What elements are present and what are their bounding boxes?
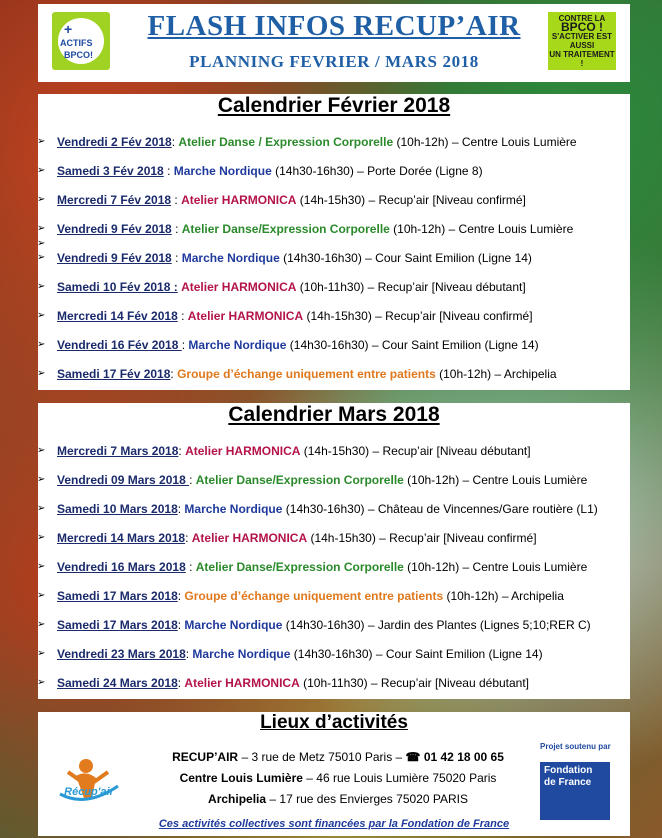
location-recupair-name: RECUP’AIR — [172, 750, 239, 764]
event-details: (10h-11h30) – Recup’air [Niveau débutant] — [296, 280, 526, 294]
event-separator: : — [181, 338, 189, 352]
event-date: Samedi 17 Mars 2018 — [57, 618, 178, 632]
event-item — [38, 499, 638, 528]
event-activity: Atelier Danse/Expression Corporelle — [195, 560, 404, 574]
bullet-arrow-icon: ➢ — [37, 165, 46, 176]
event-date: Vendredi 16 Fév 2018 — [57, 338, 182, 352]
event-activity: Marche Nordique — [173, 164, 272, 178]
event-activity: Atelier HARMONICA — [191, 531, 308, 545]
march-event-list — [38, 441, 638, 702]
event-details: (14h-15h30) – Recup’air [Niveau confirmé] — [307, 531, 537, 545]
event-item — [38, 615, 638, 644]
bullet-arrow-icon: ➢ — [37, 223, 46, 234]
event-activity: Atelier Danse / Expression Corporelle — [178, 135, 394, 149]
funding-footer: Ces activités collectives sont financées par la Fondation de France — [158, 818, 510, 830]
event-details: (14h30-16h30) – Porte Dorée (Ligne 8) — [271, 164, 483, 178]
bullet-arrow-icon: ➢ — [37, 503, 46, 514]
svg-text:ACTIFS: ACTIFS — [60, 38, 93, 48]
event-item — [38, 277, 638, 306]
event-activity: Marche Nordique — [188, 338, 287, 352]
event-activity: Atelier Danse/Expression Corporelle — [181, 222, 390, 236]
event-date: Mercredi 7 Mars 2018 — [57, 444, 179, 458]
event-separator: : — [185, 560, 196, 574]
event-activity: Atelier HARMONICA — [181, 193, 297, 207]
event-activity: Marche Nordique — [184, 618, 283, 632]
event-details: (14h-15h30) – Recup’air [Niveau confirmé] — [303, 309, 533, 323]
event-date: Samedi 17 Fév 2018 — [57, 367, 171, 381]
location-archipelia-address: – 17 rue des Envierges 75020 PARIS — [266, 792, 468, 806]
event-date: Vendredi 9 Fév 2018 — [57, 222, 172, 236]
event-activity: Atelier HARMONICA — [181, 280, 297, 294]
bullet-arrow-icon: ➢ — [37, 339, 46, 350]
event-date: Vendredi 16 Mars 2018 — [57, 560, 186, 574]
location-louis-lumiere-name: Centre Louis Lumière — [179, 771, 303, 785]
event-details: (14h30-16h30) – Château de Vincennes/Gare routière (L1) — [282, 502, 598, 516]
event-date: Samedi 3 Fév 2018 — [57, 164, 164, 178]
event-separator: : — [189, 473, 196, 487]
bullet-arrow-icon: ➢ — [37, 561, 46, 572]
event-details: (10h-12h) – Archipelia — [443, 589, 564, 603]
event-date: Samedi 10 Mars 2018 — [57, 502, 178, 516]
event-item — [38, 441, 638, 470]
event-date: Mercredi 7 Fév 2018 — [57, 193, 172, 207]
event-item — [38, 132, 638, 161]
event-item — [38, 190, 638, 219]
bullet-arrow-icon: ➢ — [37, 136, 46, 147]
event-details: (10h-11h30) – Recup’air [Niveau débutant] — [299, 676, 530, 690]
logo-right-line4: UN TRAITEMENT ! — [549, 50, 615, 68]
march-title: Calendrier Mars 2018 — [228, 403, 440, 426]
logo-right-line3: S'ACTIVER EST AUSSI — [551, 32, 613, 50]
event-activity: Groupe d’échange uniquement entre patients — [177, 367, 436, 381]
event-activity: Atelier HARMONICA — [187, 309, 304, 323]
event-separator: : — [163, 164, 174, 178]
event-date: Vendredi 9 Fév 2018 — [57, 251, 172, 265]
event-date: Mercredi 14 Fév 2018 — [57, 309, 178, 323]
event-date: Samedi 10 Fév 2018 : — [57, 280, 178, 294]
event-item — [38, 306, 638, 335]
event-separator: : — [171, 135, 179, 149]
recupair-logo-text: Récup'air — [64, 786, 114, 798]
locations-panel — [38, 712, 630, 836]
location-archipelia-name: Archipelia — [208, 792, 267, 806]
event-item — [38, 161, 638, 190]
event-separator: : — [177, 589, 185, 603]
location-archipelia — [128, 792, 548, 806]
page-subtitle: PLANNING FEVRIER / MARS 2018 — [189, 52, 479, 71]
event-item — [38, 528, 638, 557]
event-details: (14h30-16h30) – Jardin des Plantes (Lignes 5;10;RER C) — [282, 618, 591, 632]
location-recupair-address: – 3 rue de Metz 75010 Paris – — [238, 750, 406, 764]
event-details: (10h-12h) – Centre Louis Lumière — [393, 135, 577, 149]
event-date: Samedi 24 Mars 2018 — [57, 676, 178, 690]
bullet-arrow-icon: ➢ — [37, 310, 46, 321]
event-date: Vendredi 23 Mars 2018 — [57, 647, 186, 661]
event-separator: : — [171, 251, 182, 265]
event-activity: Atelier HARMONICA — [184, 676, 300, 690]
location-recupair-phone: ☎ 01 42 18 00 65 — [405, 750, 504, 764]
page-title: FLASH INFOS RECUP’AIR — [147, 10, 521, 42]
event-date: Vendredi 2 Fév 2018 — [57, 135, 172, 149]
event-item — [38, 557, 638, 586]
february-event-list — [38, 132, 638, 393]
event-details: (10h-12h) – Centre Louis Lumière — [389, 222, 574, 236]
svg-text:BPCO!: BPCO! — [64, 50, 93, 60]
location-recupair — [128, 750, 548, 764]
header-panel — [38, 4, 630, 82]
event-item — [38, 219, 638, 248]
event-separator: : — [185, 531, 192, 545]
event-activity: Groupe d’échange uniquement entre patients — [184, 589, 444, 603]
event-details: (14h30-16h30) – Cour Saint Emilion (Ligne 14) — [279, 251, 532, 265]
bullet-arrow-icon: ➢ — [37, 194, 46, 205]
locations-title: Lieux d’activités — [260, 712, 408, 733]
bullet-arrow-icon: ➢ — [37, 590, 46, 601]
event-details: (10h-12h) – Centre Louis Lumière — [403, 473, 588, 487]
event-details: (14h30-16h30) – Cour Saint Emilion (Ligne 14) — [290, 647, 543, 661]
bullet-arrow-icon: ➢ — [37, 532, 46, 543]
bullet-arrow-icon: ➢ — [37, 677, 46, 688]
event-details: (14h-15h30) – Recup’air [Niveau confirmé] — [296, 193, 526, 207]
february-title: Calendrier Février 2018 — [217, 94, 451, 117]
event-activity: Atelier Danse/Expression Corporelle — [195, 473, 404, 487]
bullet-arrow-icon: ➢ — [37, 281, 46, 292]
event-activity: Marche Nordique — [184, 502, 283, 516]
event-separator: : — [171, 222, 182, 236]
event-details: (14h30-16h30) – Cour Saint Emilion (Ligne 14) — [286, 338, 539, 352]
event-separator: : — [177, 618, 185, 632]
event-item — [38, 673, 638, 702]
event-separator: : — [171, 193, 182, 207]
event-separator: : — [177, 502, 185, 516]
event-date: Mercredi 14 Mars 2018 — [57, 531, 186, 545]
event-item — [38, 248, 638, 277]
event-item — [38, 335, 638, 364]
bullet-arrow-icon: ➢ — [37, 474, 46, 485]
recupair-logo-icon — [46, 742, 132, 826]
event-item — [38, 586, 638, 615]
event-item — [38, 644, 638, 673]
bullet-arrow-icon: ➢ — [37, 619, 46, 630]
contre-bpco-logo — [548, 12, 616, 70]
bullet-arrow-icon: ➢ — [37, 648, 46, 659]
event-activity: Atelier HARMONICA — [185, 444, 301, 458]
event-details: (14h-15h30) – Recup’air [Niveau débutant] — [300, 444, 531, 458]
event-separator: : — [185, 647, 193, 661]
event-separator: : — [177, 676, 185, 690]
location-louis-lumiere-address: – 46 rue Louis Lumière 75020 Paris — [302, 771, 497, 785]
fondation-de-france-logo — [540, 742, 620, 820]
event-separator: : — [177, 309, 188, 323]
logo-right-line2: BPCO ! — [561, 20, 603, 34]
event-item — [38, 470, 638, 499]
event-separator: : — [170, 367, 178, 381]
bullet-arrow-icon: ➢ — [37, 238, 46, 249]
event-separator: : — [178, 444, 186, 458]
fondation-name: Fondation de France — [540, 762, 610, 820]
bullet-arrow-icon: ➢ — [37, 445, 46, 456]
bullet-arrow-icon: ➢ — [37, 368, 46, 379]
event-date: Samedi 17 Mars 2018 — [57, 589, 178, 603]
fondation-label: Projet soutenu par — [540, 742, 611, 751]
event-date: Vendredi 09 Mars 2018 — [57, 473, 190, 487]
svg-text:+: + — [64, 21, 73, 37]
event-activity: Marche Nordique — [192, 647, 291, 661]
bullet-arrow-icon: ➢ — [37, 252, 46, 263]
location-louis-lumiere — [128, 771, 548, 785]
event-details: (10h-12h) – Centre Louis Lumière — [403, 560, 588, 574]
event-details: (10h-12h) – Archipelia — [435, 367, 557, 381]
event-activity: Marche Nordique — [181, 251, 280, 265]
february-calendar — [38, 94, 630, 390]
logo-right-line1: CONTRE LA — [558, 14, 606, 23]
march-calendar — [38, 403, 630, 699]
event-item — [38, 364, 638, 393]
